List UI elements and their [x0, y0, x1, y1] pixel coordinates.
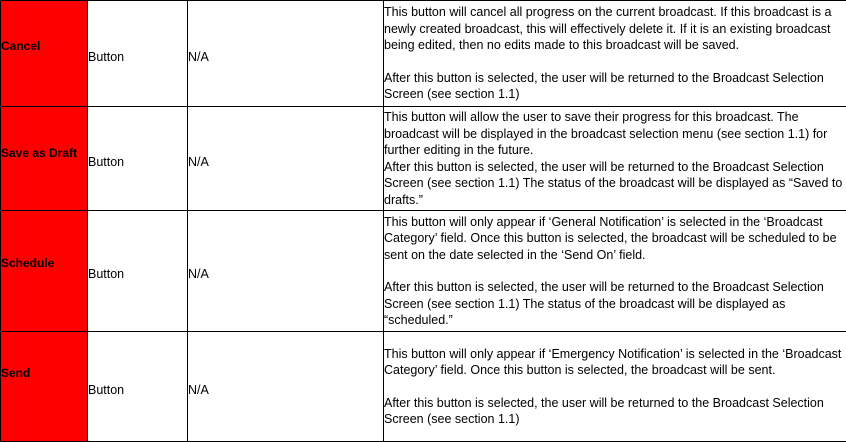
field-value-cell [188, 107, 384, 211]
field-value: N/A [188, 44, 383, 64]
field-name: Save as Draft [1, 145, 87, 162]
field-value: N/A [188, 377, 383, 397]
table-row [1, 332, 846, 442]
description-paragraph: This button will cancel all progress on the current broadcast. If this broadcast is a newly created broadcast, this will effectively delete it. If it is an existing broadcast being edited, then no edits made to this broadcast will be saved. [384, 4, 846, 54]
description-paragraph: This button will only appear if ‘General Notification’ is selected in the ‘Broadcast Category’ field. Once this button is selected, the broadcast will be scheduled to be sent on the date selected in the ‘Send On’ field. [384, 214, 846, 264]
field-name-cell [1, 332, 88, 442]
description-spacer [384, 379, 846, 395]
field-description-cell [384, 332, 846, 442]
field-type-cell [88, 107, 188, 211]
field-value-cell [188, 211, 384, 332]
field-value-cell [188, 332, 384, 442]
field-name: Schedule [1, 255, 87, 272]
table-row [1, 107, 846, 211]
field-type-cell [88, 332, 188, 442]
description-paragraph: This button will only appear if ‘Emergency Notification’ is selected in the ‘Broadcast Category’ field. Once this button is selected, the broadcast will be sent. [384, 346, 846, 379]
field-name-cell [1, 211, 88, 332]
field-description-cell [384, 1, 846, 107]
field-description-cell [384, 211, 846, 332]
field-value-cell [188, 1, 384, 107]
description-spacer [384, 263, 846, 279]
description-paragraph: After this button is selected, the user will be returned to the Broadcast Selection Screen (see section 1.1) The status of the broadcast will be displayed as “scheduled.” [384, 279, 846, 329]
field-name: Send [1, 365, 87, 382]
table-row [1, 211, 846, 332]
description-paragraph: After this button is selected, the user will be returned to the Broadcast Selection Screen (see section 1.1) [384, 70, 846, 103]
table-row [1, 1, 846, 107]
field-type: Button [88, 149, 187, 169]
field-type-cell [88, 211, 188, 332]
description-paragraph: After this button is selected, the user will be returned to the Broadcast Selection Screen (see section 1.1) [384, 395, 846, 428]
description-paragraph: This button will allow the user to save their progress for this broadcast. The broadcast will be displayed in the broadcast selection menu (see section 1.1) for further editing in the future. [384, 109, 846, 159]
field-value: N/A [188, 261, 383, 281]
description-paragraph: After this button is selected, the user will be returned to the Broadcast Selection Screen (see section 1.1) The status of the broadcast will be displayed as “Saved to drafts.” [384, 159, 846, 209]
field-value: N/A [188, 149, 383, 169]
field-type: Button [88, 44, 187, 64]
field-name-cell [1, 1, 88, 107]
field-type: Button [88, 261, 187, 281]
field-name: Cancel [1, 38, 87, 55]
description-spacer [384, 54, 846, 70]
field-name-cell [1, 107, 88, 211]
field-description-cell [384, 107, 846, 211]
field-type-cell [88, 1, 188, 107]
field-type: Button [88, 377, 187, 397]
